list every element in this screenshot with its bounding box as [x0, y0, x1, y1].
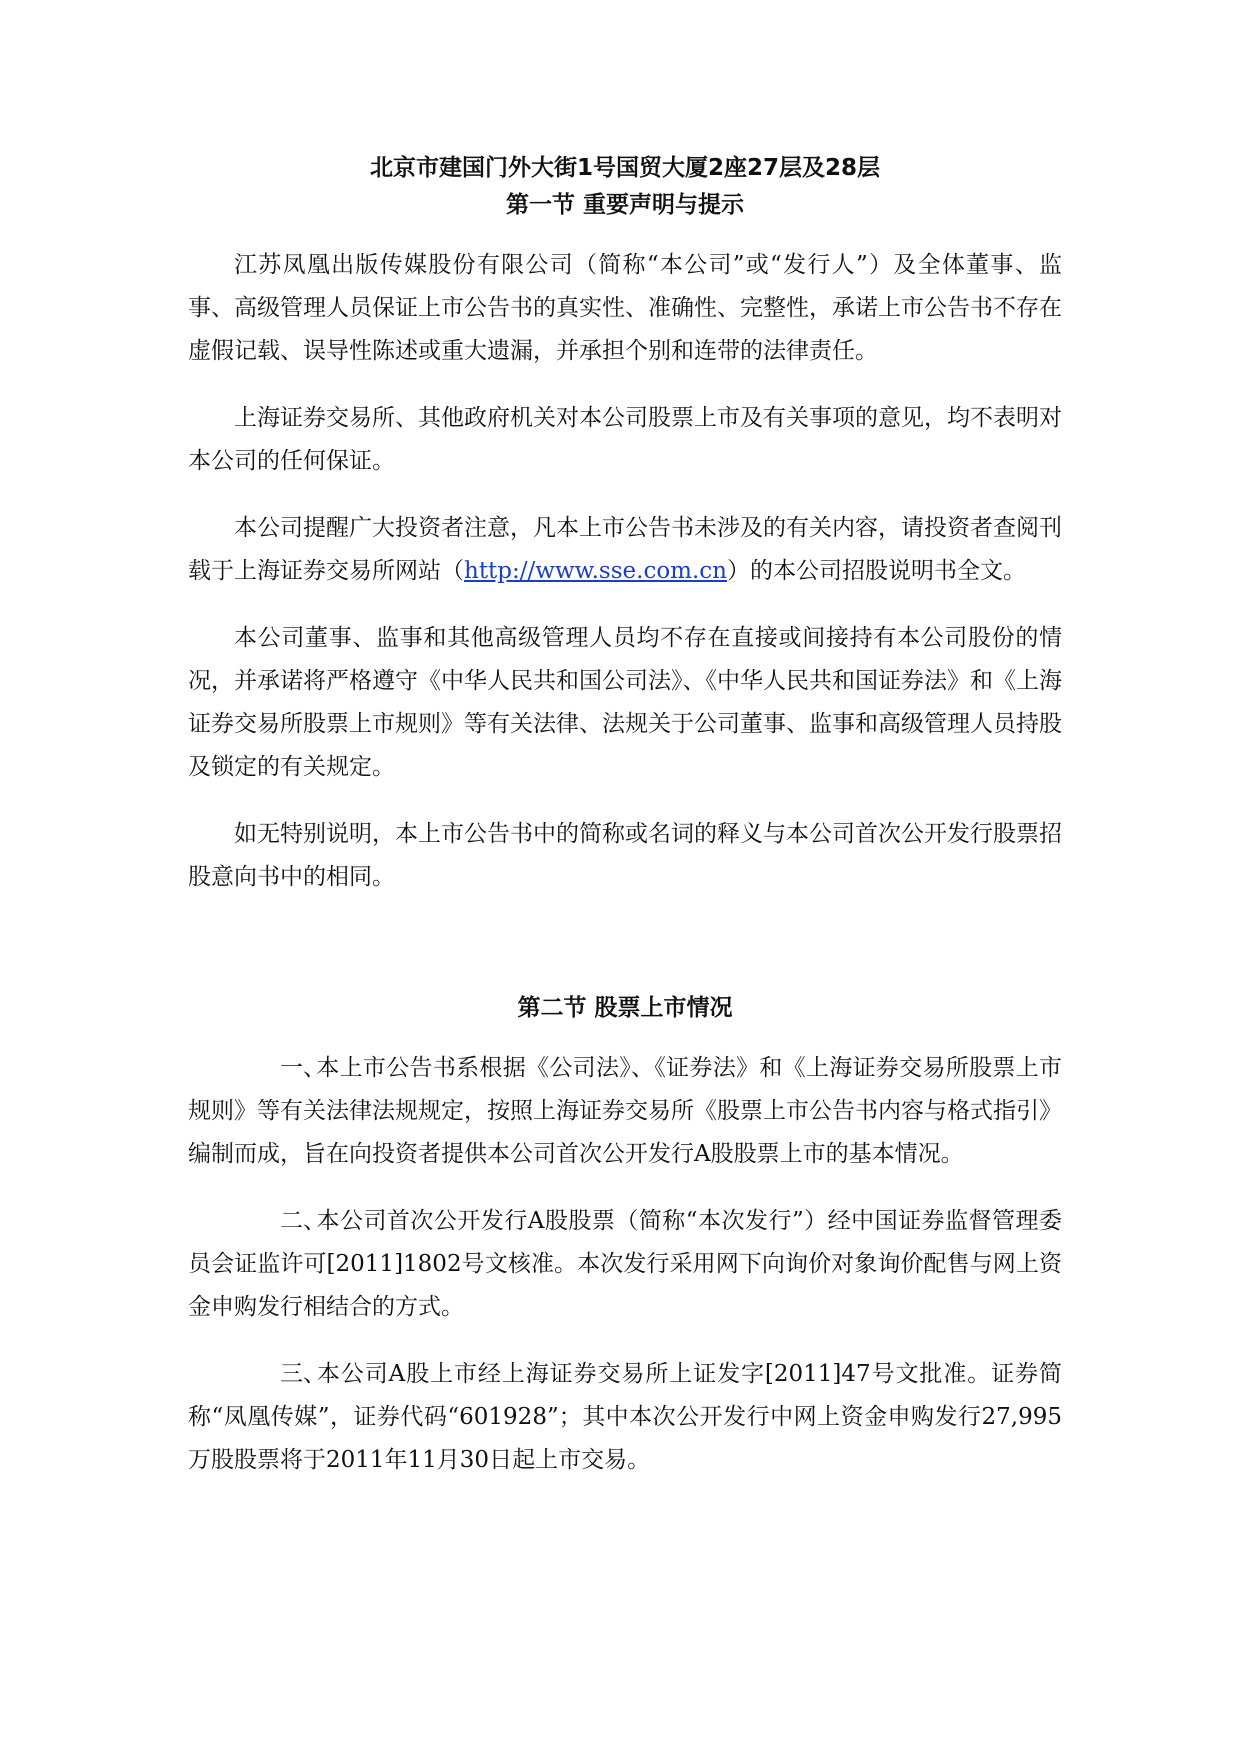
- item-number: 三、: [280, 1361, 326, 1387]
- item-text: 本公司首次公开发行A股股票（简称“本次发行”）经中国证券监督管理委员会证监许可[2011]1802号文核准。本次发行采用网下向询价对象询价配售与网上资金申购发行相结合的方式。: [188, 1208, 1062, 1320]
- section1-paragraph-reminder: [188, 507, 1062, 593]
- section1-paragraph-shareholding: 本公司董事、监事和其他高级管理人员均不存在直接或间接持有本公司股份的情况，并承诺将严格遵守《中华人民共和国公司法》、《中华人民共和国证券法》和《上海证券交易所股票上市规则》等有关法律、法规关于公司董事、监事和高级管理人员持股及锁定的有关规定。: [188, 625, 1062, 780]
- document-page: [188, 150, 1062, 1482]
- section1-paragraph-statement: 江苏凤凰出版传媒股份有限公司（简称“本公司”或“发行人”）及全体董事、监事、高级管理人员保证上市公告书的真实性、准确性、完整性，承诺上市公告书不存在虚假记载、误导性陈述或重大遗漏，并承担个别和连带的法律责任。: [188, 252, 1062, 364]
- item-number: 二、: [280, 1208, 326, 1234]
- item-text: 本上市公告书系根据《公司法》、《证券法》和《上海证券交易所股票上市规则》等有关法律法规规定，按照上海证券交易所《股票上市公告书内容与格式指引》编制而成，旨在向投资者提供本公司首次公开发行A股股票上市的基本情况。: [188, 1055, 1062, 1167]
- section2-item-3: [188, 1353, 1062, 1482]
- reminder-text-before: 本公司提醒广大投资者注意，凡本上市公告书未涉及的有关内容，请投资者查阅刊载于上海证券交易所网站（: [188, 515, 1062, 584]
- address-line: 北京市建国门外大街1号国贸大厦2座27层及28层: [369, 155, 881, 181]
- item-text: 本公司A股上市经上海证券交易所上证发字[2011]47号文批准。证券简称“凤凰传媒”，证券代码“601928”；其中本次公开发行中网上资金申购发行27,995万股股票将于2011年11月30日起上市交易。: [188, 1361, 1062, 1473]
- reminder-text-after: ）的本公司招股说明书全文。: [726, 558, 1026, 584]
- section2-item-2: [188, 1200, 1062, 1329]
- section1-paragraph-exchange: 上海证券交易所、其他政府机关对本公司股票上市及有关事项的意见，均不表明对本公司的任何保证。: [188, 405, 1062, 474]
- item-number: 一、: [280, 1055, 326, 1081]
- section1-title: 第一节 重要声明与提示: [505, 191, 744, 218]
- section1-paragraph-definitions: 如无特别说明，本上市公告书中的简称或名词的释义与本公司首次公开发行股票招股意向书中的相同。: [188, 821, 1062, 890]
- sse-website-link[interactable]: http://www.sse.com.cn: [464, 558, 727, 584]
- section2-title: 第二节 股票上市情况: [517, 994, 733, 1021]
- section2-item-1: [188, 1047, 1062, 1176]
